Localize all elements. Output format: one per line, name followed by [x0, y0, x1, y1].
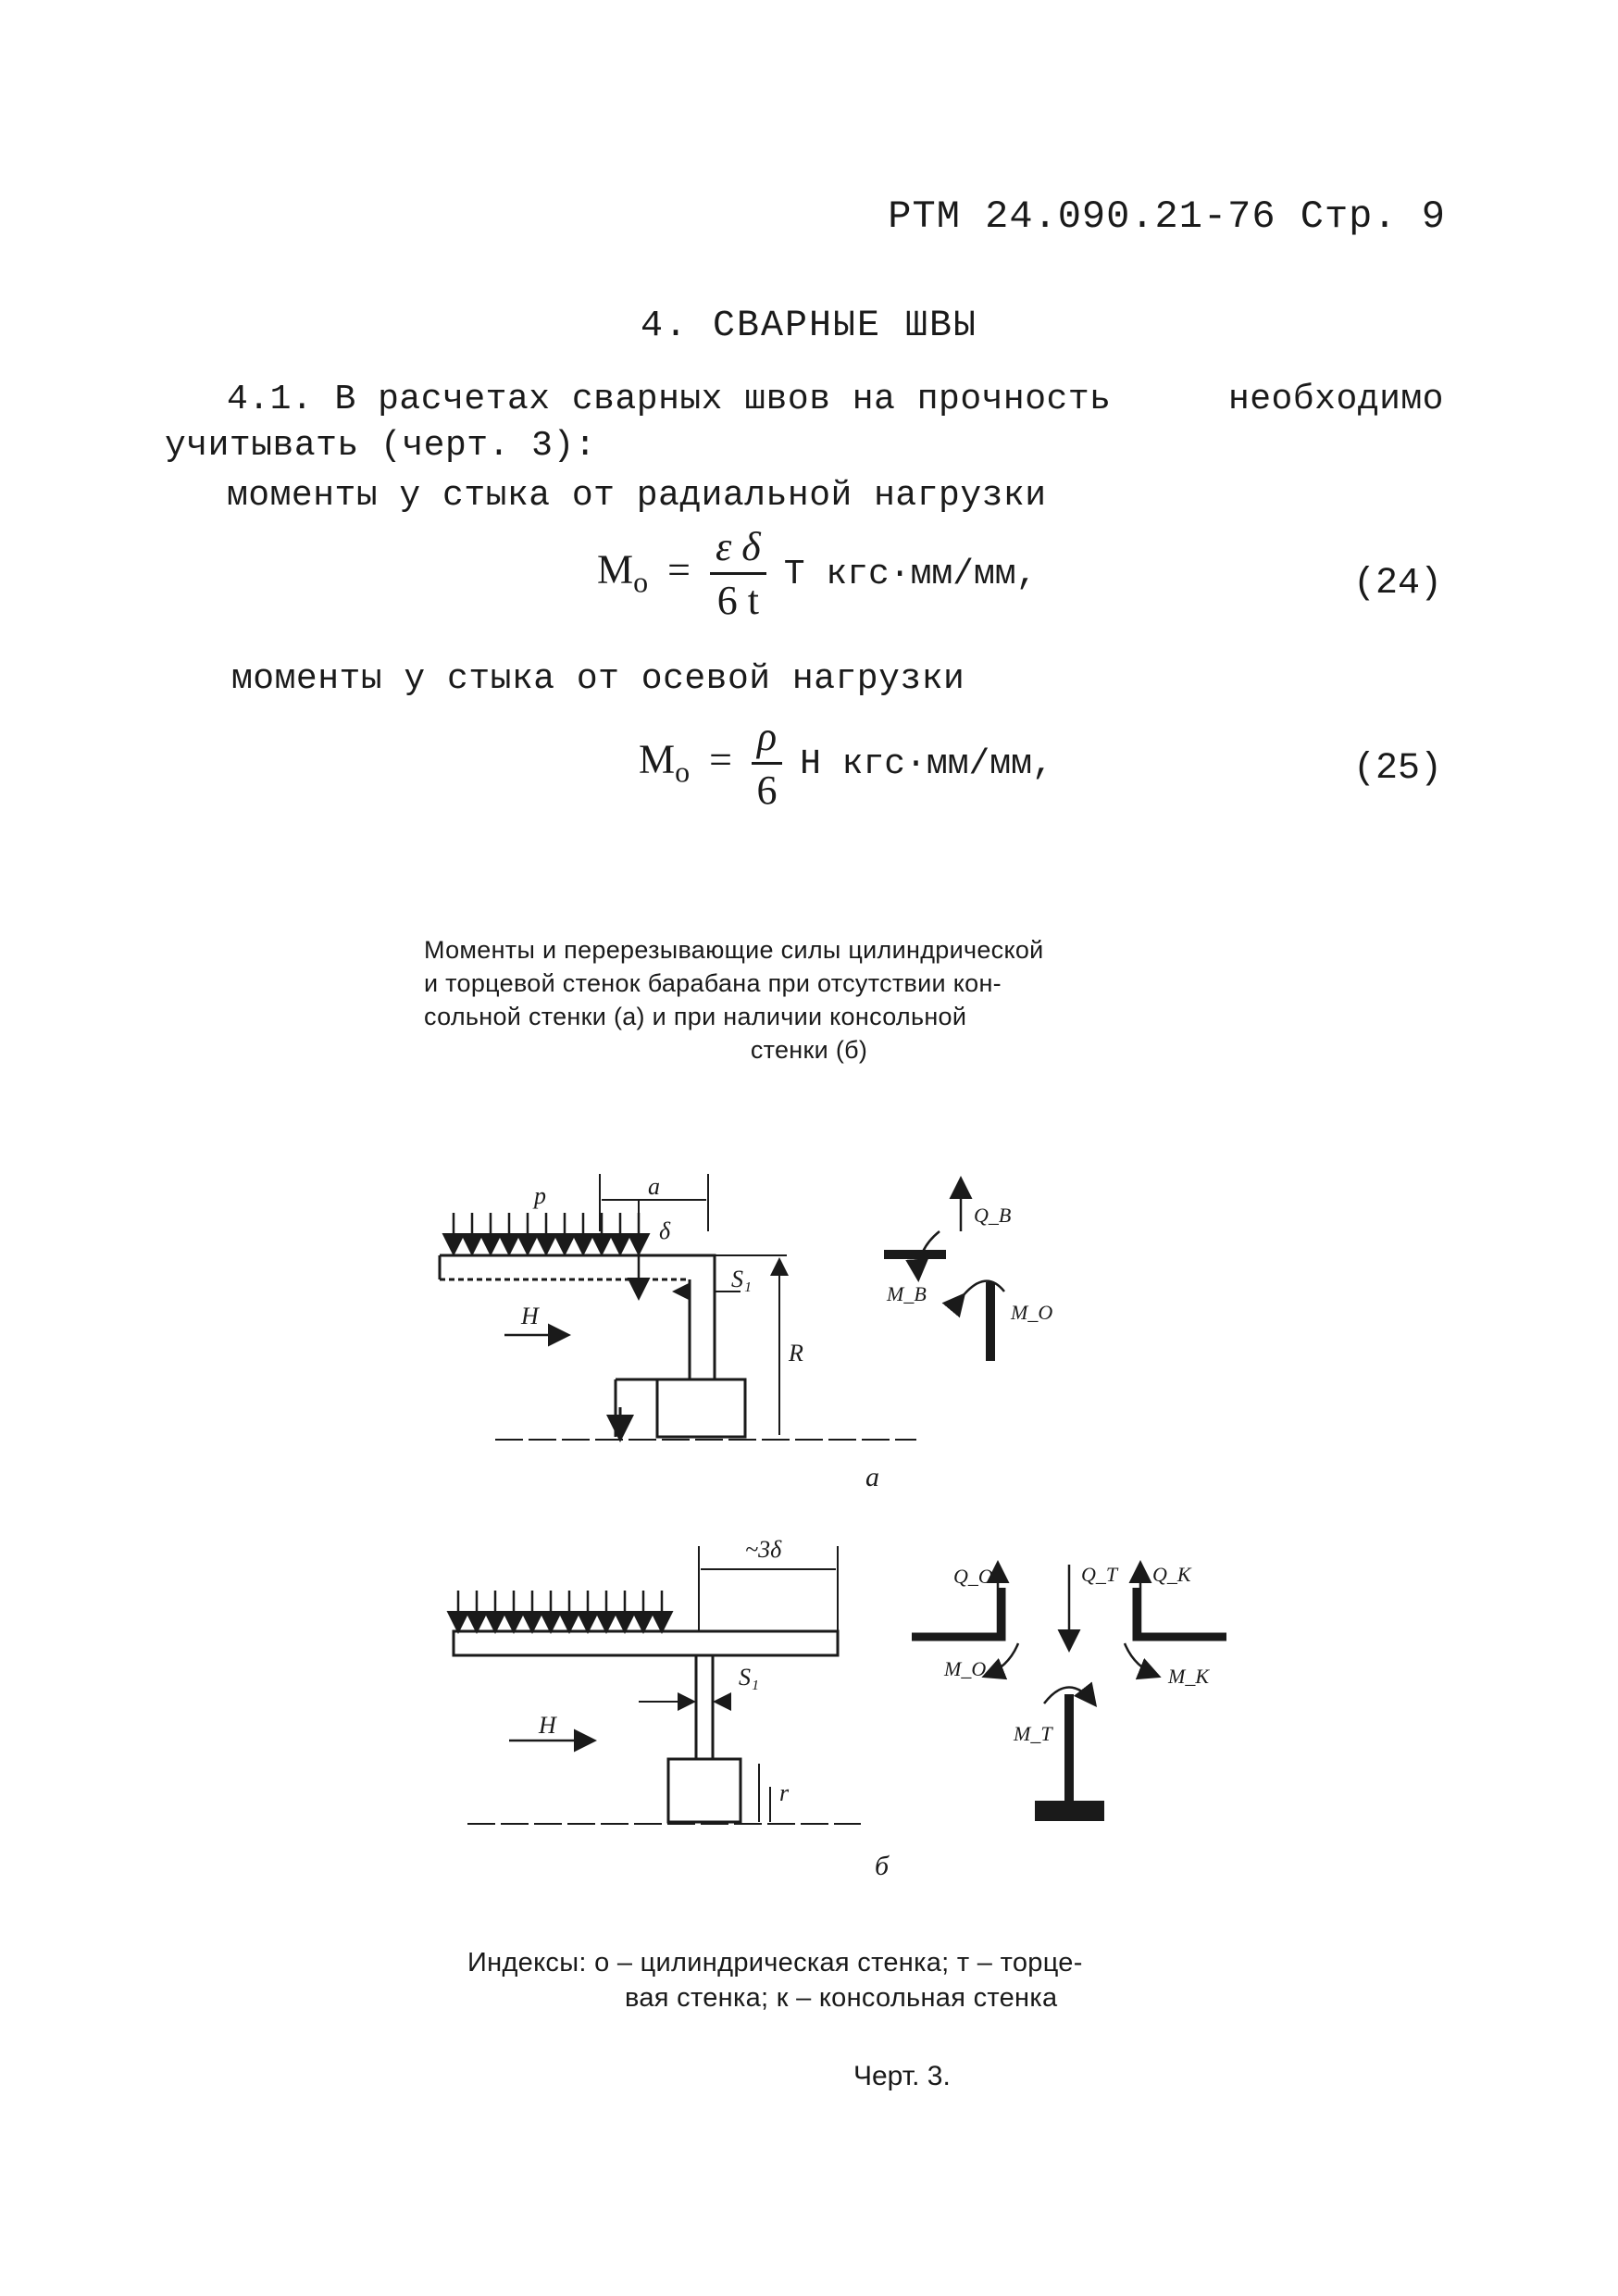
formula-25-denominator: 6 [756, 767, 778, 813]
figure-a-label-mo: M_O [1011, 1301, 1053, 1324]
figure-a-label-h: H [521, 1303, 539, 1329]
figure-b-load-arrows [458, 1591, 662, 1629]
figure-caption-line-3: сольной стенки (а) и при наличии консольной [424, 1003, 967, 1030]
indices-note-line-2: вая стенка; к – консольная стенка [625, 1983, 1058, 2013]
figure-b-label-r: r [779, 1779, 790, 1806]
figure-caption-line-2: и торцевой стенок барабана при отсутствии кон- [424, 969, 1002, 997]
formula-25-rhs: H кгс·мм/мм, [800, 743, 1053, 784]
figure-b-label-qt: Q_T [1081, 1563, 1118, 1586]
formula-24-number: (24) [1352, 563, 1442, 605]
paragraph-line-2: учитывать (черт. 3): [165, 426, 597, 466]
radial-moment-intro: моменты у стыка от радиальной нагрузки [227, 476, 1047, 516]
figure-a-label-p: p [534, 1182, 546, 1209]
figure-b-labels [538, 1536, 790, 1806]
figure-b-label-mt: M_T [1014, 1722, 1052, 1745]
formula-24-eq: = [667, 546, 691, 593]
figure-caption-line-1: Моменты и перерезывающие силы цилиндрической [424, 936, 1044, 964]
formula-25-eq: = [709, 736, 732, 782]
figure-b-free-body [912, 1565, 1226, 1821]
section-title: 4. СВАРНЫЕ ШВЫ [640, 306, 978, 347]
formula-25-lhs: M [639, 736, 676, 782]
figure-b-label-dim: ~3δ [745, 1536, 782, 1563]
formula-25-numerator: ρ [752, 713, 782, 765]
figure-b-label-h: H [539, 1712, 556, 1739]
formula-24-rhs: T кгс·мм/мм, [783, 554, 1038, 594]
figure-b-label-mo: M_O [944, 1657, 987, 1680]
figure-b-drawing [454, 1546, 861, 1824]
figure-a-label-s1: S₁ [731, 1266, 753, 1292]
formula-24-numerator: ε δ [710, 523, 766, 575]
figure-a-label-qb: Q_B [974, 1204, 1012, 1227]
figure-a-drawing [440, 1174, 916, 1440]
indices-note-line-1: Индексы: о – цилиндрическая стенка; т – торце- [467, 1948, 1083, 1978]
paragraph-line-1-end: необходимо [1227, 380, 1444, 419]
figure-a-labels [520, 1173, 803, 1366]
formula-24-denominator: 6 t [716, 578, 759, 623]
formula-24-sub: o [633, 565, 649, 599]
figure-b-label: б [875, 1851, 890, 1881]
figure-a-label: а [865, 1462, 879, 1492]
figure-b-label-qk: Q_K [1152, 1563, 1191, 1586]
page-header: РТМ 24.090.21-76 Стр. 9 [888, 194, 1446, 239]
figure-a-load-arrows [454, 1213, 639, 1252]
figure-a-label-delta: δ [659, 1217, 671, 1244]
figure-a-label-mb: M_B [887, 1282, 927, 1305]
figure-a-label-a: a [648, 1173, 660, 1200]
figure-b-label-mk: M_K [1168, 1665, 1209, 1688]
figure-number: Черт. 3. [853, 2061, 951, 2091]
formula-25-sub: o [675, 755, 691, 789]
figure-b-label-qo: Q_O [953, 1565, 993, 1588]
figure-a-label-r: R [789, 1340, 803, 1366]
figure-b-free-body-labels [943, 1563, 1210, 1745]
axial-moment-intro: моменты у стыка от осевой нагрузки [231, 659, 965, 699]
figure-a-free-body-labels [886, 1204, 1052, 1324]
figure-caption-line-4: стенки (б) [750, 1036, 868, 1064]
formula-24-lhs: M [597, 546, 634, 593]
figure-b-label-s1: S₁ [739, 1664, 760, 1691]
paragraph-line-1: 4.1. В расчетах сварных швов на прочность [227, 380, 1112, 419]
formula-25-number: (25) [1352, 748, 1442, 790]
